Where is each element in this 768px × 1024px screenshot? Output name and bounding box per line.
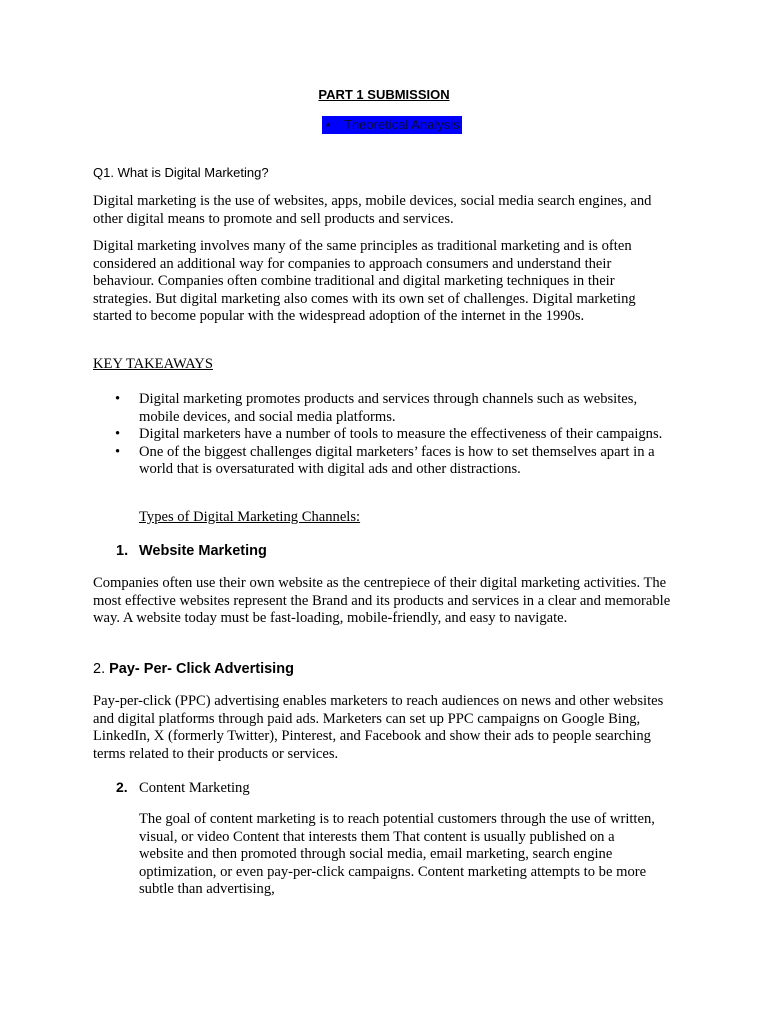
highlight-text: Theoretical Analysis bbox=[344, 117, 460, 132]
list-item-text: Digital marketers have a number of tools to measure the effectiveness of their campaigns. bbox=[139, 426, 663, 443]
bullet-icon: • bbox=[115, 391, 121, 407]
highlighted-heading bbox=[322, 116, 462, 134]
list-item bbox=[93, 444, 673, 479]
list-item bbox=[93, 391, 673, 426]
highlight-bullet: • bbox=[326, 117, 331, 132]
section-number: 2. bbox=[116, 779, 128, 795]
bullet-icon: • bbox=[115, 443, 121, 460]
section-number: 2. bbox=[93, 661, 106, 677]
paragraph-website-marketing: Companies often use their own website as the centrepiece of their digital marketing activities. The most effective websites represent the Brand and its products and services in a clear and memorable way. A website today must be fast-loading, mobile-friendly, and easy to navigate. bbox=[93, 575, 671, 627]
section-heading-content-marketing bbox=[116, 778, 250, 797]
list-item-text: One of the biggest challenges digital marketers’ faces is how to set themselves apart in a world that is oversaturated with digital ads and other distractions. bbox=[139, 443, 655, 478]
question-heading: Q1. What is Digital Marketing? bbox=[93, 165, 269, 180]
section-number: 1. bbox=[116, 543, 129, 559]
page-title: PART 1 SUBMISSION bbox=[318, 87, 450, 102]
list-item-text: Digital marketing promotes products and services through channels such as websites, mobile devices, and social media platforms. bbox=[139, 391, 638, 425]
key-takeaways-list bbox=[93, 391, 673, 479]
section-title: Content Marketing bbox=[139, 780, 250, 796]
section-title: Pay- Per- Click Advertising bbox=[109, 661, 294, 677]
list-item bbox=[93, 426, 673, 444]
section-heading-website-marketing bbox=[116, 542, 267, 560]
section-title: Website Marketing bbox=[139, 543, 267, 559]
key-takeaways-heading: KEY TAKEAWAYS bbox=[93, 356, 213, 372]
paragraph-principles: Digital marketing involves many of the same principles as traditional marketing and is often considered an additional way for companies to approach consumers and understand their behaviour. Companies often combine traditional and digital marketing techniques in their strategies. But digital marketing also comes with its own set of challenges. Digital marketing started to become popular with the widespread adoption of the internet in the 1990s. bbox=[93, 238, 636, 325]
paragraph-definition: Digital marketing is the use of websites, apps, mobile devices, social media search engines, and other digital means to promote and sell products and services. bbox=[93, 193, 652, 227]
types-heading: Types of Digital Marketing Channels: bbox=[139, 509, 361, 525]
section-heading-ppc bbox=[93, 660, 294, 678]
paragraph-content-marketing: The goal of content marketing is to reach potential customers through the use of written, visual, or video Content that interests them That content is usually published on a website and then promoted through social media, email marketing, search engine optimization, or even pay-per-click campaigns. Content marketing attempts to be more subtle than advertising, bbox=[139, 811, 655, 898]
bullet-icon: • bbox=[115, 426, 121, 443]
paragraph-ppc: Pay-per-click (PPC) advertising enables marketers to reach audiences on news and other websites and digital platforms through paid ads. Marketers can set up PPC campaigns on Google Bing, LinkedIn, X (formerly Twitter), Pinterest, and Facebook and show their ads to people searching terms related to their products or services. bbox=[93, 693, 664, 762]
